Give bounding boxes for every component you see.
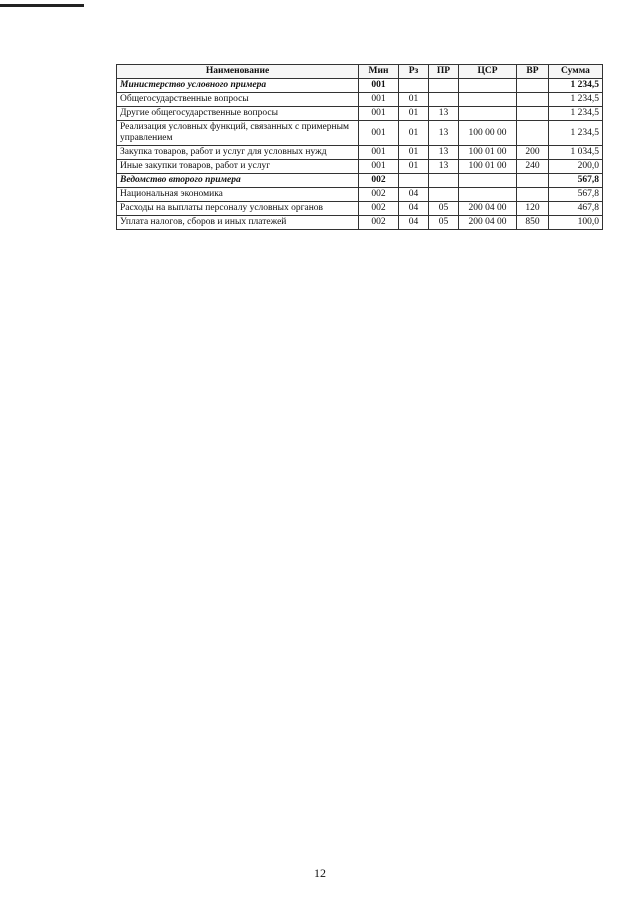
row-section-code (399, 174, 429, 188)
row-section-code: 04 (399, 188, 429, 202)
budget-table (116, 64, 603, 230)
row-section-code: 01 (399, 121, 429, 146)
table-row (117, 202, 603, 216)
row-ministry-code: 001 (359, 146, 399, 160)
column-header-name: Наименование (117, 65, 359, 79)
row-expense-type-code: 200 (517, 146, 549, 160)
row-ministry-code: 001 (359, 160, 399, 174)
row-amount: 1 034,5 (549, 146, 603, 160)
row-subsection-code: 05 (429, 216, 459, 230)
row-name: Уплата налогов, сборов и иных платежей (117, 216, 359, 230)
row-subsection-code: 05 (429, 202, 459, 216)
row-section-code: 04 (399, 202, 429, 216)
column-header-expense: ВР (517, 65, 549, 79)
table-row (117, 188, 603, 202)
page-number: 12 (314, 866, 326, 880)
column-header-ministry: Мин (359, 65, 399, 79)
table-row (117, 216, 603, 230)
row-ministry-code: 002 (359, 202, 399, 216)
row-article-code (459, 79, 517, 93)
row-expense-type-code (517, 79, 549, 93)
row-expense-type-code: 240 (517, 160, 549, 174)
row-article-code (459, 174, 517, 188)
row-amount: 1 234,5 (549, 79, 603, 93)
row-subsection-code: 13 (429, 146, 459, 160)
table-row (117, 146, 603, 160)
row-amount: 200,0 (549, 160, 603, 174)
row-ministry-code: 002 (359, 216, 399, 230)
row-section-code: 01 (399, 160, 429, 174)
row-subsection-code (429, 79, 459, 93)
row-ministry-code: 001 (359, 121, 399, 146)
row-section-code: 01 (399, 107, 429, 121)
row-article-code: 200 04 00 (459, 202, 517, 216)
row-name: Расходы на выплаты персоналу условных органов (117, 202, 359, 216)
row-subsection-code: 13 (429, 107, 459, 121)
row-ministry-code: 002 (359, 174, 399, 188)
table-row (117, 160, 603, 174)
header-row (117, 65, 603, 79)
row-article-code (459, 107, 517, 121)
row-section-code: 01 (399, 146, 429, 160)
row-section-code: 04 (399, 216, 429, 230)
row-amount: 1 234,5 (549, 107, 603, 121)
row-amount: 567,8 (549, 174, 603, 188)
row-expense-type-code: 120 (517, 202, 549, 216)
row-amount: 1 234,5 (549, 121, 603, 146)
row-name: Национальная экономика (117, 188, 359, 202)
row-name: Реализация условных функций, связанных с примерным управлением (117, 121, 359, 146)
row-subsection-code (429, 174, 459, 188)
row-article-code: 200 04 00 (459, 216, 517, 230)
budget-table-container (116, 64, 602, 230)
row-article-code: 100 00 00 (459, 121, 517, 146)
row-expense-type-code (517, 93, 549, 107)
row-expense-type-code (517, 174, 549, 188)
row-ministry-code: 001 (359, 79, 399, 93)
row-ministry-code: 001 (359, 107, 399, 121)
row-amount: 467,8 (549, 202, 603, 216)
row-name: Ведомство второго примера (117, 174, 359, 188)
row-ministry-code: 002 (359, 188, 399, 202)
row-article-code: 100 01 00 (459, 160, 517, 174)
column-header-subsection: ПР (429, 65, 459, 79)
row-expense-type-code (517, 121, 549, 146)
row-article-code: 100 01 00 (459, 146, 517, 160)
row-subsection-code (429, 188, 459, 202)
table-row (117, 107, 603, 121)
table-row-agency-heading (117, 174, 603, 188)
row-amount: 567,8 (549, 188, 603, 202)
row-section-code (399, 79, 429, 93)
row-name: Министерство условного примера (117, 79, 359, 93)
row-expense-type-code (517, 107, 549, 121)
row-section-code: 01 (399, 93, 429, 107)
budget-table-body (117, 79, 603, 230)
row-subsection-code: 13 (429, 160, 459, 174)
table-row (117, 121, 603, 146)
row-amount: 100,0 (549, 216, 603, 230)
column-header-article: ЦСР (459, 65, 517, 79)
row-amount: 1 234,5 (549, 93, 603, 107)
row-name: Иные закупки товаров, работ и услуг (117, 160, 359, 174)
column-header-amount: Сумма (549, 65, 603, 79)
table-row (117, 93, 603, 107)
row-article-code (459, 188, 517, 202)
row-name: Другие общегосударственные вопросы (117, 107, 359, 121)
row-subsection-code (429, 93, 459, 107)
table-row-agency-heading (117, 79, 603, 93)
row-article-code (459, 93, 517, 107)
edge-rule (0, 4, 84, 7)
row-subsection-code: 13 (429, 121, 459, 146)
row-name: Закупка товаров, работ и услуг для условных нужд (117, 146, 359, 160)
row-ministry-code: 001 (359, 93, 399, 107)
row-name: Общегосударственные вопросы (117, 93, 359, 107)
row-expense-type-code: 850 (517, 216, 549, 230)
column-header-section: Рз (399, 65, 429, 79)
row-expense-type-code (517, 188, 549, 202)
